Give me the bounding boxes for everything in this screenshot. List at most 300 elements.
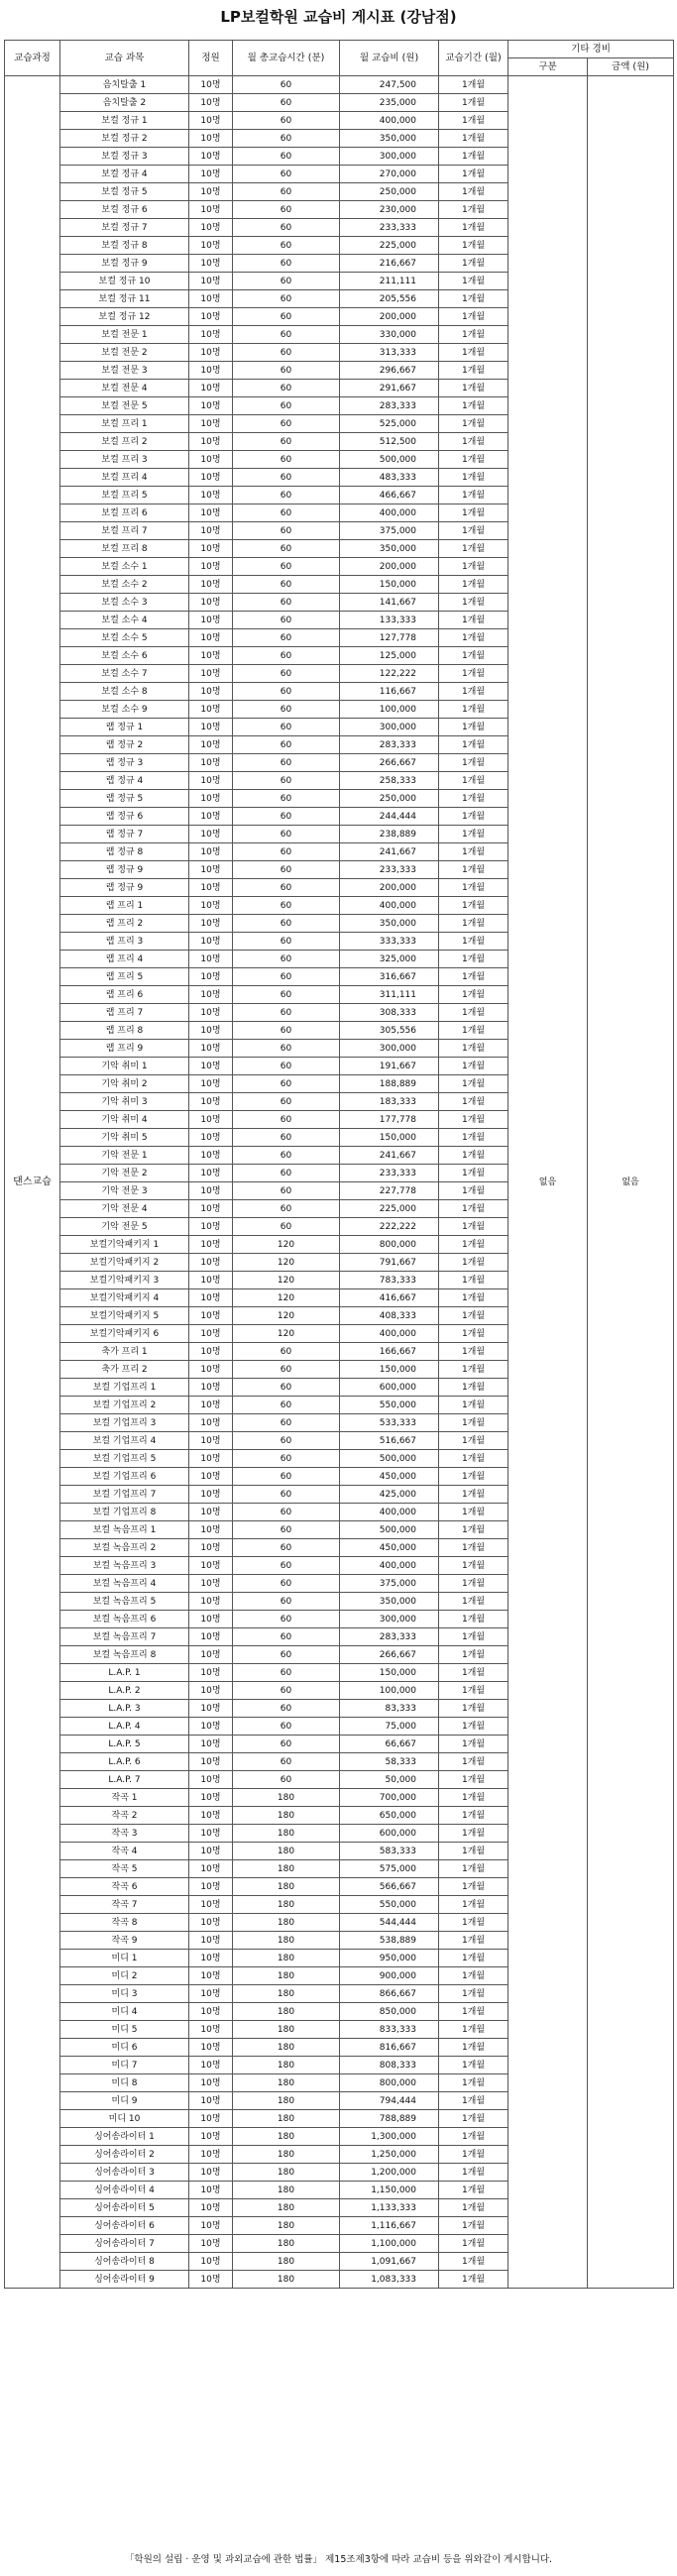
period-cell: 1개월 bbox=[439, 1058, 508, 1075]
period-cell: 1개월 bbox=[439, 1307, 508, 1325]
fee-cell: 250,000 bbox=[340, 183, 439, 201]
period-cell: 1개월 bbox=[439, 290, 508, 308]
subject-cell: 작곡 6 bbox=[60, 1878, 189, 1896]
period-cell: 1개월 bbox=[439, 2021, 508, 2039]
hours-cell: 60 bbox=[233, 1129, 340, 1147]
hours-cell: 60 bbox=[233, 469, 340, 487]
period-cell: 1개월 bbox=[439, 1343, 508, 1361]
hours-cell: 180 bbox=[233, 2039, 340, 2057]
capacity-cell: 10명 bbox=[189, 2235, 233, 2253]
course-process-cell: 댄스교습 bbox=[5, 76, 60, 2289]
capacity-cell: 10명 bbox=[189, 469, 233, 487]
fee-cell: 300,000 bbox=[340, 719, 439, 736]
fee-cell: 222,222 bbox=[340, 1218, 439, 1236]
hours-cell: 60 bbox=[233, 1771, 340, 1789]
subject-cell: L.A.P. 5 bbox=[60, 1736, 189, 1753]
fee-cell: 538,889 bbox=[340, 1932, 439, 1950]
hours-cell: 60 bbox=[233, 933, 340, 951]
fee-cell: 350,000 bbox=[340, 915, 439, 933]
subject-cell: 보컬 소수 6 bbox=[60, 647, 189, 665]
subject-cell: 보컬 정규 2 bbox=[60, 130, 189, 148]
hours-cell: 60 bbox=[233, 76, 340, 94]
hours-cell: 60 bbox=[233, 504, 340, 522]
capacity-cell: 10명 bbox=[189, 1236, 233, 1254]
capacity-cell: 10명 bbox=[189, 826, 233, 843]
period-cell: 1개월 bbox=[439, 1575, 508, 1593]
hours-cell: 60 bbox=[233, 433, 340, 451]
subject-cell: 랩 정규 1 bbox=[60, 719, 189, 736]
fee-cell: 1,100,000 bbox=[340, 2235, 439, 2253]
period-cell: 1개월 bbox=[439, 1129, 508, 1147]
hours-cell: 60 bbox=[233, 951, 340, 968]
fee-cell: 783,333 bbox=[340, 1272, 439, 1289]
period-cell: 1개월 bbox=[439, 1539, 508, 1557]
period-cell: 1개월 bbox=[439, 1664, 508, 1682]
period-cell: 1개월 bbox=[439, 2199, 508, 2217]
hours-cell: 60 bbox=[233, 1414, 340, 1432]
fee-cell: 250,000 bbox=[340, 790, 439, 808]
hours-cell: 60 bbox=[233, 772, 340, 790]
subject-cell: 미디 3 bbox=[60, 1985, 189, 2003]
capacity-cell: 10명 bbox=[189, 1736, 233, 1753]
subject-cell: L.A.P. 7 bbox=[60, 1771, 189, 1789]
header-subject: 교습 과목 bbox=[60, 41, 189, 76]
hours-cell: 60 bbox=[233, 594, 340, 612]
subject-cell: 보컬 소수 9 bbox=[60, 701, 189, 719]
hours-cell: 60 bbox=[233, 94, 340, 112]
subject-cell: 랩 프리 8 bbox=[60, 1022, 189, 1040]
subject-cell: 보컬 정규 10 bbox=[60, 273, 189, 290]
fee-cell: 127,778 bbox=[340, 629, 439, 647]
period-cell: 1개월 bbox=[439, 2057, 508, 2074]
subject-cell: 싱어송라이터 3 bbox=[60, 2164, 189, 2182]
capacity-cell: 10명 bbox=[189, 736, 233, 754]
period-cell: 1개월 bbox=[439, 1147, 508, 1165]
subject-cell: 싱어송라이터 6 bbox=[60, 2217, 189, 2235]
hours-cell: 60 bbox=[233, 255, 340, 273]
capacity-cell: 10명 bbox=[189, 1325, 233, 1343]
fee-cell: 296,667 bbox=[340, 362, 439, 380]
period-cell: 1개월 bbox=[439, 1361, 508, 1379]
capacity-cell: 10명 bbox=[189, 2271, 233, 2289]
hours-cell: 60 bbox=[233, 1343, 340, 1361]
subject-cell: 보컬 정규 9 bbox=[60, 255, 189, 273]
capacity-cell: 10명 bbox=[189, 719, 233, 736]
capacity-cell: 10명 bbox=[189, 1878, 233, 1896]
fee-cell: 566,667 bbox=[340, 1878, 439, 1896]
subject-cell: L.A.P. 6 bbox=[60, 1753, 189, 1771]
fee-cell: 205,556 bbox=[340, 290, 439, 308]
subject-cell: 보컬 소수 7 bbox=[60, 665, 189, 683]
hours-cell: 120 bbox=[233, 1307, 340, 1325]
period-cell: 1개월 bbox=[439, 1218, 508, 1236]
subject-cell: 싱어송라이터 5 bbox=[60, 2199, 189, 2217]
fee-cell: 233,333 bbox=[340, 861, 439, 879]
hours-cell: 60 bbox=[233, 647, 340, 665]
subject-cell: 랩 프리 3 bbox=[60, 933, 189, 951]
hours-cell: 60 bbox=[233, 1182, 340, 1200]
subject-cell: 음치탈출 2 bbox=[60, 94, 189, 112]
hours-cell: 60 bbox=[233, 1736, 340, 1753]
capacity-cell: 10명 bbox=[189, 2128, 233, 2146]
header-other-type: 구분 bbox=[508, 58, 588, 76]
subject-cell: 기악 전문 2 bbox=[60, 1165, 189, 1182]
subject-cell: 기악 취미 5 bbox=[60, 1129, 189, 1147]
fee-cell: 516,667 bbox=[340, 1432, 439, 1450]
period-cell: 1개월 bbox=[439, 1985, 508, 2003]
subject-cell: 보컬 기업프리 8 bbox=[60, 1504, 189, 1521]
period-cell: 1개월 bbox=[439, 1414, 508, 1432]
hours-cell: 60 bbox=[233, 683, 340, 701]
capacity-cell: 10명 bbox=[189, 2074, 233, 2092]
fee-cell: 400,000 bbox=[340, 1504, 439, 1521]
subject-cell: 랩 정규 8 bbox=[60, 843, 189, 861]
capacity-cell: 10명 bbox=[189, 629, 233, 647]
capacity-cell: 10명 bbox=[189, 1022, 233, 1040]
period-cell: 1개월 bbox=[439, 719, 508, 736]
period-cell: 1개월 bbox=[439, 362, 508, 380]
hours-cell: 60 bbox=[233, 290, 340, 308]
fee-cell: 188,889 bbox=[340, 1075, 439, 1093]
hours-cell: 60 bbox=[233, 451, 340, 469]
period-cell: 1개월 bbox=[439, 451, 508, 469]
capacity-cell: 10명 bbox=[189, 1486, 233, 1504]
fee-cell: 216,667 bbox=[340, 255, 439, 273]
subject-cell: 미디 7 bbox=[60, 2057, 189, 2074]
fee-cell: 483,333 bbox=[340, 469, 439, 487]
period-cell: 1개월 bbox=[439, 897, 508, 915]
period-cell: 1개월 bbox=[439, 1450, 508, 1468]
subject-cell: 보컬 프리 5 bbox=[60, 487, 189, 504]
hours-cell: 60 bbox=[233, 665, 340, 683]
period-cell: 1개월 bbox=[439, 183, 508, 201]
subject-cell: 미디 8 bbox=[60, 2074, 189, 2092]
hours-cell: 60 bbox=[233, 612, 340, 629]
period-cell: 1개월 bbox=[439, 1111, 508, 1129]
fee-cell: 225,000 bbox=[340, 237, 439, 255]
subject-cell: L.A.P. 4 bbox=[60, 1718, 189, 1736]
hours-cell: 60 bbox=[233, 986, 340, 1004]
period-cell: 1개월 bbox=[439, 2039, 508, 2057]
capacity-cell: 10명 bbox=[189, 1718, 233, 1736]
fee-cell: 200,000 bbox=[340, 308, 439, 326]
fee-cell: 791,667 bbox=[340, 1254, 439, 1272]
period-cell: 1개월 bbox=[439, 1646, 508, 1664]
hours-cell: 180 bbox=[233, 1789, 340, 1807]
capacity-cell: 10명 bbox=[189, 861, 233, 879]
capacity-cell: 10명 bbox=[189, 915, 233, 933]
period-cell: 1개월 bbox=[439, 380, 508, 397]
subject-cell: 보컬기악패키지 5 bbox=[60, 1307, 189, 1325]
capacity-cell: 10명 bbox=[189, 1111, 233, 1129]
fee-cell: 544,444 bbox=[340, 1914, 439, 1932]
period-cell: 1개월 bbox=[439, 612, 508, 629]
fee-cell: 583,333 bbox=[340, 1843, 439, 1860]
capacity-cell: 10명 bbox=[189, 1272, 233, 1289]
period-cell: 1개월 bbox=[439, 522, 508, 540]
hours-cell: 60 bbox=[233, 861, 340, 879]
capacity-cell: 10명 bbox=[189, 576, 233, 594]
period-cell: 1개월 bbox=[439, 148, 508, 166]
fee-cell: 100,000 bbox=[340, 701, 439, 719]
capacity-cell: 10명 bbox=[189, 683, 233, 701]
capacity-cell: 10명 bbox=[189, 255, 233, 273]
fee-cell: 266,667 bbox=[340, 1646, 439, 1664]
fee-cell: 283,333 bbox=[340, 397, 439, 415]
subject-cell: 보컬기악패키지 3 bbox=[60, 1272, 189, 1289]
hours-cell: 180 bbox=[233, 1914, 340, 1932]
hours-cell: 60 bbox=[233, 166, 340, 183]
capacity-cell: 10명 bbox=[189, 1843, 233, 1860]
hours-cell: 60 bbox=[233, 915, 340, 933]
period-cell: 1개월 bbox=[439, 951, 508, 968]
period-cell: 1개월 bbox=[439, 2235, 508, 2253]
hours-cell: 60 bbox=[233, 1539, 340, 1557]
period-cell: 1개월 bbox=[439, 1004, 508, 1022]
capacity-cell: 10명 bbox=[189, 76, 233, 94]
hours-cell: 180 bbox=[233, 2217, 340, 2235]
fee-cell: 150,000 bbox=[340, 1664, 439, 1682]
subject-cell: L.A.P. 2 bbox=[60, 1682, 189, 1700]
hours-cell: 60 bbox=[233, 1718, 340, 1736]
hours-cell: 180 bbox=[233, 1950, 340, 1967]
hours-cell: 60 bbox=[233, 1664, 340, 1682]
hours-cell: 180 bbox=[233, 2146, 340, 2164]
subject-cell: 보컬 소수 2 bbox=[60, 576, 189, 594]
fee-cell: 300,000 bbox=[340, 148, 439, 166]
fee-cell: 241,667 bbox=[340, 1147, 439, 1165]
capacity-cell: 10명 bbox=[189, 1682, 233, 1700]
subject-cell: 랩 프리 4 bbox=[60, 951, 189, 968]
subject-cell: 미디 4 bbox=[60, 2003, 189, 2021]
capacity-cell: 10명 bbox=[189, 665, 233, 683]
capacity-cell: 10명 bbox=[189, 2253, 233, 2271]
period-cell: 1개월 bbox=[439, 1718, 508, 1736]
fee-cell: 83,333 bbox=[340, 1700, 439, 1718]
capacity-cell: 10명 bbox=[189, 986, 233, 1004]
capacity-cell: 10명 bbox=[189, 1860, 233, 1878]
other-type-cell: 없음 bbox=[508, 76, 588, 2289]
fee-cell: 291,667 bbox=[340, 380, 439, 397]
subject-cell: 랩 프리 2 bbox=[60, 915, 189, 933]
hours-cell: 60 bbox=[233, 1165, 340, 1182]
subject-cell: 보컬 기업프리 3 bbox=[60, 1414, 189, 1432]
capacity-cell: 10명 bbox=[189, 326, 233, 344]
subject-cell: 랩 정규 9 bbox=[60, 879, 189, 897]
period-cell: 1개월 bbox=[439, 915, 508, 933]
capacity-cell: 10명 bbox=[189, 1896, 233, 1914]
hours-cell: 60 bbox=[233, 540, 340, 558]
hours-cell: 60 bbox=[233, 1432, 340, 1450]
period-cell: 1개월 bbox=[439, 576, 508, 594]
period-cell: 1개월 bbox=[439, 469, 508, 487]
hours-cell: 60 bbox=[233, 1397, 340, 1414]
hours-cell: 60 bbox=[233, 201, 340, 219]
fee-cell: 1,133,333 bbox=[340, 2199, 439, 2217]
header-capacity: 정원 bbox=[189, 41, 233, 76]
subject-cell: 보컬 정규 3 bbox=[60, 148, 189, 166]
hours-cell: 180 bbox=[233, 1985, 340, 2003]
subject-cell: 보컬 소수 1 bbox=[60, 558, 189, 576]
subject-cell: 랩 정규 5 bbox=[60, 790, 189, 808]
fee-cell: 788,889 bbox=[340, 2110, 439, 2128]
fee-cell: 800,000 bbox=[340, 1236, 439, 1254]
capacity-cell: 10명 bbox=[189, 1557, 233, 1575]
hours-cell: 180 bbox=[233, 2128, 340, 2146]
capacity-cell: 10명 bbox=[189, 94, 233, 112]
fee-cell: 512,500 bbox=[340, 433, 439, 451]
capacity-cell: 10명 bbox=[189, 2146, 233, 2164]
hours-cell: 180 bbox=[233, 2271, 340, 2289]
hours-cell: 60 bbox=[233, 897, 340, 915]
subject-cell: 보컬 정규 8 bbox=[60, 237, 189, 255]
period-cell: 1개월 bbox=[439, 629, 508, 647]
period-cell: 1개월 bbox=[439, 933, 508, 951]
hours-cell: 60 bbox=[233, 826, 340, 843]
period-cell: 1개월 bbox=[439, 1932, 508, 1950]
hours-cell: 120 bbox=[233, 1254, 340, 1272]
capacity-cell: 10명 bbox=[189, 1611, 233, 1628]
period-cell: 1개월 bbox=[439, 1807, 508, 1825]
hours-cell: 60 bbox=[233, 808, 340, 826]
fee-cell: 816,667 bbox=[340, 2039, 439, 2057]
fee-cell: 258,333 bbox=[340, 772, 439, 790]
fee-cell: 500,000 bbox=[340, 451, 439, 469]
subject-cell: 보컬 기업프리 7 bbox=[60, 1486, 189, 1504]
fee-cell: 466,667 bbox=[340, 487, 439, 504]
capacity-cell: 10명 bbox=[189, 879, 233, 897]
period-cell: 1개월 bbox=[439, 1700, 508, 1718]
fee-cell: 1,116,667 bbox=[340, 2217, 439, 2235]
period-cell: 1개월 bbox=[439, 1789, 508, 1807]
capacity-cell: 10명 bbox=[189, 344, 233, 362]
subject-cell: 축가 프리 2 bbox=[60, 1361, 189, 1379]
subject-cell: 축가 프리 1 bbox=[60, 1343, 189, 1361]
hours-cell: 60 bbox=[233, 1361, 340, 1379]
fee-cell: 350,000 bbox=[340, 540, 439, 558]
fee-cell: 283,333 bbox=[340, 736, 439, 754]
subject-cell: 기악 취미 4 bbox=[60, 1111, 189, 1129]
subject-cell: 음치탈출 1 bbox=[60, 76, 189, 94]
subject-cell: 랩 프리 9 bbox=[60, 1040, 189, 1058]
hours-cell: 60 bbox=[233, 1753, 340, 1771]
subject-cell: 보컬 기업프리 5 bbox=[60, 1450, 189, 1468]
hours-cell: 60 bbox=[233, 326, 340, 344]
capacity-cell: 10명 bbox=[189, 219, 233, 237]
subject-cell: 보컬 소수 8 bbox=[60, 683, 189, 701]
period-cell: 1개월 bbox=[439, 1236, 508, 1254]
period-cell: 1개월 bbox=[439, 326, 508, 344]
fee-cell: 1,300,000 bbox=[340, 2128, 439, 2146]
hours-cell: 180 bbox=[233, 1967, 340, 1985]
subject-cell: 작곡 8 bbox=[60, 1914, 189, 1932]
capacity-cell: 10명 bbox=[189, 2217, 233, 2235]
hours-cell: 60 bbox=[233, 1004, 340, 1022]
fee-cell: 100,000 bbox=[340, 1682, 439, 1700]
fee-cell: 325,000 bbox=[340, 951, 439, 968]
subject-cell: 랩 정규 9 bbox=[60, 861, 189, 879]
period-cell: 1개월 bbox=[439, 308, 508, 326]
period-cell: 1개월 bbox=[439, 2110, 508, 2128]
subject-cell: 보컬 녹음프리 1 bbox=[60, 1521, 189, 1539]
fee-cell: 233,333 bbox=[340, 219, 439, 237]
period-cell: 1개월 bbox=[439, 1397, 508, 1414]
capacity-cell: 10명 bbox=[189, 362, 233, 380]
period-cell: 1개월 bbox=[439, 1379, 508, 1397]
hours-cell: 120 bbox=[233, 1289, 340, 1307]
hours-cell: 60 bbox=[233, 1468, 340, 1486]
period-cell: 1개월 bbox=[439, 540, 508, 558]
period-cell: 1개월 bbox=[439, 1557, 508, 1575]
subject-cell: 랩 정규 4 bbox=[60, 772, 189, 790]
period-cell: 1개월 bbox=[439, 237, 508, 255]
fee-cell: 241,667 bbox=[340, 843, 439, 861]
hours-cell: 60 bbox=[233, 558, 340, 576]
hours-cell: 60 bbox=[233, 1093, 340, 1111]
fee-cell: 200,000 bbox=[340, 879, 439, 897]
capacity-cell: 10명 bbox=[189, 1664, 233, 1682]
fee-cell: 700,000 bbox=[340, 1789, 439, 1807]
hours-cell: 60 bbox=[233, 879, 340, 897]
capacity-cell: 10명 bbox=[189, 1414, 233, 1432]
fee-table bbox=[4, 40, 674, 2289]
period-cell: 1개월 bbox=[439, 1432, 508, 1450]
capacity-cell: 10명 bbox=[189, 148, 233, 166]
period-cell: 1개월 bbox=[439, 1272, 508, 1289]
capacity-cell: 10명 bbox=[189, 1254, 233, 1272]
fee-cell: 575,000 bbox=[340, 1860, 439, 1878]
capacity-cell: 10명 bbox=[189, 1147, 233, 1165]
period-cell: 1개월 bbox=[439, 772, 508, 790]
period-cell: 1개월 bbox=[439, 344, 508, 362]
hours-cell: 60 bbox=[233, 1593, 340, 1611]
period-cell: 1개월 bbox=[439, 1182, 508, 1200]
subject-cell: 랩 정규 3 bbox=[60, 754, 189, 772]
fee-cell: 500,000 bbox=[340, 1521, 439, 1539]
capacity-cell: 10명 bbox=[189, 2110, 233, 2128]
period-cell: 1개월 bbox=[439, 1682, 508, 1700]
capacity-cell: 10명 bbox=[189, 237, 233, 255]
capacity-cell: 10명 bbox=[189, 772, 233, 790]
period-cell: 1개월 bbox=[439, 1860, 508, 1878]
capacity-cell: 10명 bbox=[189, 290, 233, 308]
hours-cell: 60 bbox=[233, 719, 340, 736]
fee-cell: 266,667 bbox=[340, 754, 439, 772]
capacity-cell: 10명 bbox=[189, 897, 233, 915]
hours-cell: 180 bbox=[233, 1860, 340, 1878]
capacity-cell: 10명 bbox=[189, 166, 233, 183]
period-cell: 1개월 bbox=[439, 843, 508, 861]
subject-cell: 작곡 9 bbox=[60, 1932, 189, 1950]
hours-cell: 60 bbox=[233, 415, 340, 433]
fee-cell: 235,000 bbox=[340, 94, 439, 112]
subject-cell: L.A.P. 1 bbox=[60, 1664, 189, 1682]
capacity-cell: 10명 bbox=[189, 1700, 233, 1718]
fee-cell: 316,667 bbox=[340, 968, 439, 986]
fee-cell: 550,000 bbox=[340, 1896, 439, 1914]
period-cell: 1개월 bbox=[439, 665, 508, 683]
fee-cell: 400,000 bbox=[340, 1325, 439, 1343]
capacity-cell: 10명 bbox=[189, 1539, 233, 1557]
hours-cell: 60 bbox=[233, 344, 340, 362]
capacity-cell: 10명 bbox=[189, 968, 233, 986]
subject-cell: 보컬기악패키지 1 bbox=[60, 1236, 189, 1254]
subject-cell: 보컬 전문 3 bbox=[60, 362, 189, 380]
capacity-cell: 10명 bbox=[189, 1575, 233, 1593]
hours-cell: 60 bbox=[233, 1521, 340, 1539]
period-cell: 1개월 bbox=[439, 94, 508, 112]
period-cell: 1개월 bbox=[439, 255, 508, 273]
